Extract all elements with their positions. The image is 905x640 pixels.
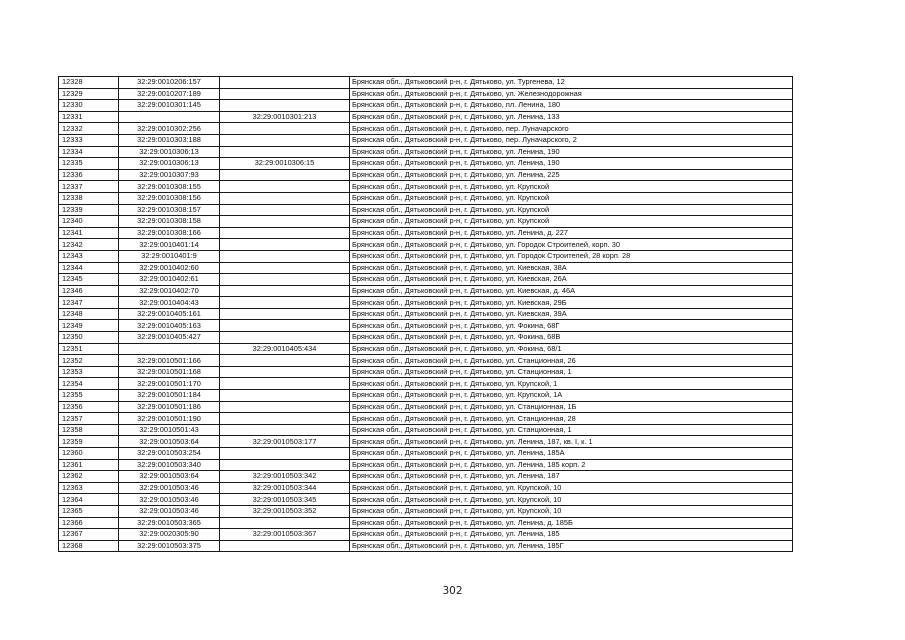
table-body	[59, 77, 793, 552]
row-number-cell: 12345	[59, 274, 119, 286]
cadastral-number-cell: 32:29:0010308:155	[119, 181, 220, 193]
related-cadastral-number-cell: 32:29:0010306:15	[220, 158, 350, 170]
row-number-cell: 12354	[59, 378, 119, 390]
cadastral-number-cell: 32:29:0010503:46	[119, 505, 220, 517]
address-cell: Брянская обл., Дятьковский р-н, г. Дятьково, ул. Фокина, 68/1	[350, 343, 793, 355]
cadastral-number-cell: 32:29:0010402:60	[119, 262, 220, 274]
address-cell: Брянская обл., Дятьковский р-н, г. Дятьково, ул. Крупской	[350, 181, 793, 193]
address-cell: Брянская обл., Дятьковский р-н, г. Дятьково, ул. Тургенева, 12	[350, 77, 793, 89]
related-cadastral-number-cell	[220, 250, 350, 262]
table-row	[59, 390, 793, 402]
table-row	[59, 181, 793, 193]
table-row	[59, 424, 793, 436]
table-row	[59, 355, 793, 367]
related-cadastral-number-cell	[220, 123, 350, 135]
table-row	[59, 378, 793, 390]
address-cell: Брянская обл., Дятьковский р-н, г. Дятьково, ул. Ленина, 225	[350, 169, 793, 181]
cadastral-number-cell	[119, 343, 220, 355]
row-number-cell: 12328	[59, 77, 119, 89]
related-cadastral-number-cell	[220, 239, 350, 251]
related-cadastral-number-cell	[220, 181, 350, 193]
cadastral-number-cell: 32:29:0010503:340	[119, 459, 220, 471]
cadastral-number-cell: 32:29:0010402:70	[119, 285, 220, 297]
row-number-cell: 12358	[59, 424, 119, 436]
row-number-cell: 12349	[59, 320, 119, 332]
related-cadastral-number-cell: 32:29:0010503:345	[220, 494, 350, 506]
related-cadastral-number-cell	[220, 390, 350, 402]
table-row	[59, 308, 793, 320]
related-cadastral-number-cell	[220, 192, 350, 204]
row-number-cell: 12337	[59, 181, 119, 193]
address-cell: Брянская обл., Дятьковский р-н, г. Дятьково, ул. Фокина, 68В	[350, 332, 793, 344]
cadastral-number-cell: 32:29:0010303:188	[119, 134, 220, 146]
table-row	[59, 471, 793, 483]
related-cadastral-number-cell	[220, 320, 350, 332]
address-cell: Брянская обл., Дятьковский р-н, г. Дятьково, ул. Крупской, 1	[350, 378, 793, 390]
related-cadastral-number-cell	[220, 366, 350, 378]
cadastral-number-cell: 32:29:0010207:189	[119, 88, 220, 100]
row-number-cell: 12362	[59, 471, 119, 483]
address-cell: Брянская обл., Дятьковский р-н, г. Дятьково, ул. Киевская, д. 46А	[350, 285, 793, 297]
cadastral-number-cell: 32:29:0010405:161	[119, 308, 220, 320]
related-cadastral-number-cell: 32:29:0010405:434	[220, 343, 350, 355]
address-cell: Брянская обл., Дятьковский р-н, г. Дятьково, ул. Ленина, 185А	[350, 448, 793, 460]
address-cell: Брянская обл., Дятьковский р-н, г. Дятьково, ул. Киевская, 29Б	[350, 297, 793, 309]
related-cadastral-number-cell	[220, 424, 350, 436]
related-cadastral-number-cell	[220, 134, 350, 146]
table-row	[59, 134, 793, 146]
address-cell: Брянская обл., Дятьковский р-н, г. Дятьково, ул. Крупской	[350, 216, 793, 228]
related-cadastral-number-cell	[220, 100, 350, 112]
address-cell: Брянская обл., Дятьковский р-н, г. Дятьково, ул. Станционная, 1Б	[350, 401, 793, 413]
address-cell: Брянская обл., Дятьковский р-н, г. Дятьково, ул. Станционная, 26	[350, 355, 793, 367]
table-row	[59, 227, 793, 239]
table-row	[59, 448, 793, 460]
cadastral-number-cell: 32:29:0010206:157	[119, 77, 220, 89]
table-row	[59, 343, 793, 355]
row-number-cell: 12367	[59, 529, 119, 541]
related-cadastral-number-cell	[220, 378, 350, 390]
row-number-cell: 12350	[59, 332, 119, 344]
address-cell: Брянская обл., Дятьковский р-н, г. Дятьково, ул. Ленина, 187, кв. I, к. 1	[350, 436, 793, 448]
address-cell: Брянская обл., Дятьковский р-н, г. Дятьково, пер. Луначарского, 2	[350, 134, 793, 146]
table-row	[59, 169, 793, 181]
related-cadastral-number-cell: 32:29:0010301:213	[220, 111, 350, 123]
table-row	[59, 204, 793, 216]
address-cell: Брянская обл., Дятьковский р-н, г. Дятьково, ул. Киевская, 39А	[350, 308, 793, 320]
address-cell: Брянская обл., Дятьковский р-н, г. Дятьково, ул. Ленина, 133	[350, 111, 793, 123]
table-row	[59, 505, 793, 517]
table-row	[59, 100, 793, 112]
address-cell: Брянская обл., Дятьковский р-н, г. Дятьково, ул. Станционная, 28	[350, 413, 793, 425]
cadastral-number-cell: 32:29:0020305:90	[119, 529, 220, 541]
address-cell: Брянская обл., Дятьковский р-н, г. Дятьково, ул. Ленина, 185 корп. 2	[350, 459, 793, 471]
cadastral-number-cell: 32:29:0010503:64	[119, 471, 220, 483]
row-number-cell: 12335	[59, 158, 119, 170]
row-number-cell: 12353	[59, 366, 119, 378]
cadastral-number-cell: 32:29:0010503:64	[119, 436, 220, 448]
cadastral-number-cell: 32:29:0010501:168	[119, 366, 220, 378]
cadastral-number-cell: 32:29:0010308:158	[119, 216, 220, 228]
table-row	[59, 494, 793, 506]
address-cell: Брянская обл., Дятьковский р-н, г. Дятьково, ул. Железнодорожная	[350, 88, 793, 100]
row-number-cell: 12343	[59, 250, 119, 262]
table-row	[59, 262, 793, 274]
related-cadastral-number-cell	[220, 274, 350, 286]
table-row	[59, 285, 793, 297]
related-cadastral-number-cell	[220, 355, 350, 367]
related-cadastral-number-cell: 32:29:0010503:177	[220, 436, 350, 448]
address-cell: Брянская обл., Дятьковский р-н, г. Дятьково, ул. Ленина, 185Г	[350, 540, 793, 552]
cadastral-number-cell: 32:29:0010306:13	[119, 146, 220, 158]
related-cadastral-number-cell	[220, 77, 350, 89]
cadastral-number-cell: 32:29:0010501:166	[119, 355, 220, 367]
cadastral-number-cell: 32:29:0010302:256	[119, 123, 220, 135]
row-number-cell: 12366	[59, 517, 119, 529]
row-number-cell: 12329	[59, 88, 119, 100]
table-row	[59, 88, 793, 100]
related-cadastral-number-cell: 32:29:0010503:367	[220, 529, 350, 541]
cadastral-number-cell: 32:29:0010501:170	[119, 378, 220, 390]
address-cell: Брянская обл., Дятьковский р-н, г. Дятьково, ул. Ленина, 187	[350, 471, 793, 483]
address-cell: Брянская обл., Дятьковский р-н, г. Дятьково, ул. Ленина, 185	[350, 529, 793, 541]
table-row	[59, 413, 793, 425]
row-number-cell: 12364	[59, 494, 119, 506]
address-cell: Брянская обл., Дятьковский р-н, г. Дятьково, ул. Ленина, д. 227	[350, 227, 793, 239]
cadastral-number-cell: 32:29:0010306:13	[119, 158, 220, 170]
related-cadastral-number-cell	[220, 517, 350, 529]
cadastral-number-cell	[119, 111, 220, 123]
row-number-cell: 12332	[59, 123, 119, 135]
row-number-cell: 12339	[59, 204, 119, 216]
related-cadastral-number-cell	[220, 204, 350, 216]
cadastral-number-cell: 32:29:0010503:365	[119, 517, 220, 529]
cadastral-number-cell: 32:29:0010501:184	[119, 390, 220, 402]
address-cell: Брянская обл., Дятьковский р-н, г. Дятьково, ул. Киевская, 26А	[350, 274, 793, 286]
cadastral-number-cell: 32:29:0010308:156	[119, 192, 220, 204]
table-row	[59, 401, 793, 413]
row-number-cell: 12352	[59, 355, 119, 367]
address-cell: Брянская обл., Дятьковский р-н, г. Дятьково, ул. Киевская, 38А	[350, 262, 793, 274]
related-cadastral-number-cell: 32:29:0010503:344	[220, 482, 350, 494]
table-row	[59, 529, 793, 541]
table-row	[59, 250, 793, 262]
address-cell: Брянская обл., Дятьковский р-н, г. Дятьково, ул. Городок Строителей, корп. 30	[350, 239, 793, 251]
address-cell: Брянская обл., Дятьковский р-н, г. Дятьково, ул. Фокина, 68Г	[350, 320, 793, 332]
table-row	[59, 123, 793, 135]
cadastral-number-cell: 32:29:0010307:93	[119, 169, 220, 181]
row-number-cell: 12357	[59, 413, 119, 425]
page-number: 302	[442, 585, 463, 597]
cadastral-number-cell: 32:29:0010503:46	[119, 494, 220, 506]
table-row	[59, 436, 793, 448]
table-row	[59, 297, 793, 309]
row-number-cell: 12344	[59, 262, 119, 274]
related-cadastral-number-cell	[220, 285, 350, 297]
row-number-cell: 12347	[59, 297, 119, 309]
related-cadastral-number-cell	[220, 540, 350, 552]
table-row	[59, 459, 793, 471]
row-number-cell: 12346	[59, 285, 119, 297]
table-row	[59, 540, 793, 552]
address-cell: Брянская обл., Дятьковский р-н, г. Дятьково, ул. Городок Строителей, 28 корп. 28	[350, 250, 793, 262]
related-cadastral-number-cell: 32:29:0010503:352	[220, 505, 350, 517]
table-row	[59, 332, 793, 344]
row-number-cell: 12363	[59, 482, 119, 494]
related-cadastral-number-cell	[220, 459, 350, 471]
related-cadastral-number-cell	[220, 297, 350, 309]
cadastral-number-cell: 32:29:0010501:43	[119, 424, 220, 436]
address-cell: Брянская обл., Дятьковский р-н, г. Дятьково, ул. Ленина, 190	[350, 146, 793, 158]
table-row	[59, 517, 793, 529]
cadastral-number-cell: 32:29:0010401:14	[119, 239, 220, 251]
cadastral-number-cell: 32:29:0010402:61	[119, 274, 220, 286]
row-number-cell: 12333	[59, 134, 119, 146]
table-row	[59, 216, 793, 228]
cadastral-number-cell: 32:29:0010308:166	[119, 227, 220, 239]
row-number-cell: 12331	[59, 111, 119, 123]
cadastral-number-cell: 32:29:0010503:254	[119, 448, 220, 460]
cadastral-table	[58, 76, 793, 552]
table-row	[59, 158, 793, 170]
cadastral-number-cell: 32:29:0010405:163	[119, 320, 220, 332]
table-row	[59, 239, 793, 251]
related-cadastral-number-cell	[220, 169, 350, 181]
cadastral-number-cell: 32:29:0010401:9	[119, 250, 220, 262]
address-cell: Брянская обл., Дятьковский р-н, г. Дятьково, ул. Ленина, д. 185Б	[350, 517, 793, 529]
row-number-cell: 12360	[59, 448, 119, 460]
related-cadastral-number-cell	[220, 262, 350, 274]
table-row	[59, 482, 793, 494]
address-cell: Брянская обл., Дятьковский р-н, г. Дятьково, ул. Крупской, 10	[350, 494, 793, 506]
cadastral-number-cell: 32:29:0010404:43	[119, 297, 220, 309]
address-cell: Брянская обл., Дятьковский р-н, г. Дятьково, ул. Крупской, 1А	[350, 390, 793, 402]
cadastral-number-cell: 32:29:0010503:375	[119, 540, 220, 552]
cadastral-number-cell: 32:29:0010301:145	[119, 100, 220, 112]
row-number-cell: 12359	[59, 436, 119, 448]
address-cell: Брянская обл., Дятьковский р-н, г. Дятьково, ул. Крупской	[350, 204, 793, 216]
related-cadastral-number-cell	[220, 216, 350, 228]
row-number-cell: 12365	[59, 505, 119, 517]
related-cadastral-number-cell	[220, 308, 350, 320]
table-row	[59, 146, 793, 158]
table-row	[59, 192, 793, 204]
row-number-cell: 12361	[59, 459, 119, 471]
cadastral-number-cell: 32:29:0010501:186	[119, 401, 220, 413]
related-cadastral-number-cell	[220, 413, 350, 425]
address-cell: Брянская обл., Дятьковский р-н, г. Дятьково, ул. Станционная, 1	[350, 366, 793, 378]
related-cadastral-number-cell	[220, 227, 350, 239]
table-row	[59, 320, 793, 332]
cadastral-number-cell: 32:29:0010308:157	[119, 204, 220, 216]
address-cell: Брянская обл., Дятьковский р-н, г. Дятьково, ул. Крупской, 10	[350, 482, 793, 494]
table-row	[59, 274, 793, 286]
row-number-cell: 12340	[59, 216, 119, 228]
address-cell: Брянская обл., Дятьковский р-н, г. Дятьково, ул. Крупской	[350, 192, 793, 204]
related-cadastral-number-cell: 32:29:0010503:342	[220, 471, 350, 483]
address-cell: Брянская обл., Дятьковский р-н, г. Дятьково, ул. Крупской, 10	[350, 505, 793, 517]
cadastral-number-cell: 32:29:0010501:190	[119, 413, 220, 425]
cadastral-number-cell: 32:29:0010405:427	[119, 332, 220, 344]
row-number-cell: 12341	[59, 227, 119, 239]
row-number-cell: 12334	[59, 146, 119, 158]
row-number-cell: 12351	[59, 343, 119, 355]
address-cell: Брянская обл., Дятьковский р-н, г. Дятьково, пл. Ленина, 180	[350, 100, 793, 112]
row-number-cell: 12356	[59, 401, 119, 413]
row-number-cell: 12336	[59, 169, 119, 181]
related-cadastral-number-cell	[220, 146, 350, 158]
related-cadastral-number-cell	[220, 448, 350, 460]
table-row	[59, 77, 793, 89]
related-cadastral-number-cell	[220, 401, 350, 413]
row-number-cell: 12348	[59, 308, 119, 320]
address-cell: Брянская обл., Дятьковский р-н, г. Дятьково, ул. Ленина, 190	[350, 158, 793, 170]
row-number-cell: 12368	[59, 540, 119, 552]
row-number-cell: 12355	[59, 390, 119, 402]
table-row	[59, 111, 793, 123]
cadastral-number-cell: 32:29:0010503:46	[119, 482, 220, 494]
address-cell: Брянская обл., Дятьковский р-н, г. Дятьково, пер. Луначарского	[350, 123, 793, 135]
row-number-cell: 12342	[59, 239, 119, 251]
row-number-cell: 12338	[59, 192, 119, 204]
row-number-cell: 12330	[59, 100, 119, 112]
related-cadastral-number-cell	[220, 88, 350, 100]
related-cadastral-number-cell	[220, 332, 350, 344]
table-row	[59, 366, 793, 378]
address-cell: Брянская обл., Дятьковский р-н, г. Дятьково, ул. Станционная, 1	[350, 424, 793, 436]
